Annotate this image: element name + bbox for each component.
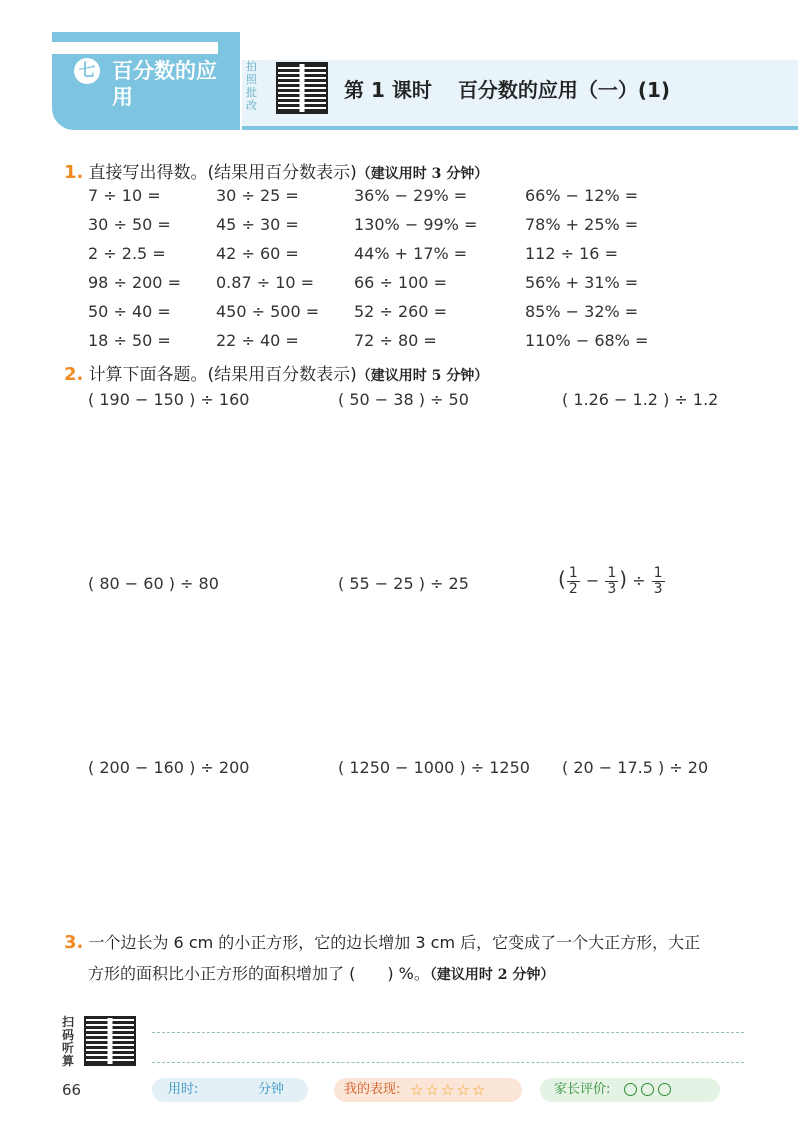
time-used-field[interactable]: [152, 1078, 308, 1102]
fraction: $\frac{1}{3}$: [607, 565, 617, 597]
photo-grade-label: 拍照批改: [246, 60, 257, 112]
time-label: 用时:: [168, 1082, 199, 1097]
oral-calc-item: 44% + 17% =: [354, 244, 468, 263]
expression-item: ( 1.26 − 1.2 ) ÷ 1.2: [562, 390, 719, 409]
oral-calc-item: 130% − 99% =: [354, 215, 478, 234]
time-hint: （建议用时 3 分钟）: [356, 166, 489, 182]
oral-calc-item: 66% − 12% =: [525, 186, 639, 205]
chapter-title: 百分数的应用: [112, 59, 217, 109]
expression-item: ( 190 − 150 ) ÷ 160: [88, 390, 250, 409]
question-3: [64, 930, 764, 984]
oral-calc-item: 22 ÷ 40 =: [216, 331, 299, 350]
oral-calc-item: 7 ÷ 10 =: [88, 186, 161, 205]
oral-calc-item: 450 ÷ 500 =: [216, 302, 320, 321]
oral-calc-item: 30 ÷ 50 =: [88, 215, 171, 234]
answer-line: [152, 1062, 744, 1063]
smiley-face-icon[interactable]: [624, 1083, 637, 1096]
header-underline: [242, 126, 798, 130]
expression-fraction: ( $\frac{1}{2}$ − $\frac{1}{3}$ ) ÷ $\frac{1}{3}$: [558, 565, 663, 597]
sad-face-icon[interactable]: [658, 1083, 671, 1096]
answer-line: [152, 1032, 744, 1033]
parent-review-field[interactable]: [540, 1078, 720, 1102]
oral-calc-item: 66 ÷ 100 =: [354, 273, 447, 292]
time-hint: （建议用时 5 分钟）: [356, 368, 489, 384]
oral-calc-item: 0.87 ÷ 10 =: [216, 273, 315, 292]
oral-calc-item: 45 ÷ 30 =: [216, 215, 299, 234]
oral-calc-item: 98 ÷ 200 =: [88, 273, 181, 292]
chapter-tab: [52, 32, 240, 130]
oral-calc-item: 72 ÷ 80 =: [354, 331, 437, 350]
lesson-title: [344, 74, 670, 103]
neutral-face-icon[interactable]: [641, 1083, 654, 1096]
question-number: 2.: [64, 364, 84, 385]
oral-calc-item: 52 ÷ 260 =: [354, 302, 447, 321]
oral-calc-item: 2 ÷ 2.5 =: [88, 244, 166, 263]
oral-calc-item: 112 ÷ 16 =: [525, 244, 618, 263]
oral-calc-item: 50 ÷ 40 =: [88, 302, 171, 321]
fraction: $\frac{1}{2}$: [568, 565, 578, 597]
oral-calc-item: 110% − 68% =: [525, 331, 649, 350]
oral-calc-item: 18 ÷ 50 =: [88, 331, 171, 350]
fraction: $\frac{1}{3}$: [653, 565, 663, 597]
time-hint: （建议用时 2 分钟）: [429, 967, 555, 983]
time-unit: 分钟: [258, 1082, 285, 1097]
parent-label: 家长评价:: [554, 1082, 611, 1097]
question-text: 计算下面各题。(结果用百分数表示): [88, 365, 357, 385]
qr-code-icon[interactable]: [276, 62, 328, 114]
oral-calc-item: 85% − 32% =: [525, 302, 639, 321]
lesson-topic: 百分数的应用（一）(1): [457, 78, 671, 102]
lesson-number: 第 1 课时: [344, 78, 432, 102]
question-number: 1.: [64, 162, 84, 183]
question-text: 直接写出得数。(结果用百分数表示): [88, 163, 357, 183]
expression-item: ( 50 − 38 ) ÷ 50: [338, 390, 469, 409]
chapter-number-badge: 七: [74, 58, 100, 84]
qr-code-icon[interactable]: [84, 1016, 136, 1066]
oral-calc-item: 30 ÷ 25 =: [216, 186, 299, 205]
expression-item: ( 55 − 25 ) ÷ 25: [338, 574, 469, 593]
question-line-2: 方形的面积比小正方形的面积增加了 ( ) %。: [88, 964, 430, 983]
question-line-1: 一个边长为 6 cm 的小正方形，它的边长增加 3 cm 后，它变成了一个大正方形，大正: [88, 933, 701, 952]
expression-item: ( 80 − 60 ) ÷ 80: [88, 574, 219, 593]
question-1-heading: [64, 158, 488, 183]
header-white-bar: [6, 42, 218, 54]
question-2-heading: [64, 360, 488, 385]
oral-calc-item: 56% + 31% =: [525, 273, 639, 292]
expression-item: ( 200 − 160 ) ÷ 200: [88, 758, 250, 777]
oral-calc-item: 36% − 29% =: [354, 186, 468, 205]
oral-calc-item: 78% + 25% =: [525, 215, 639, 234]
oral-calc-item: 42 ÷ 60 =: [216, 244, 299, 263]
star-rating-icon[interactable]: ☆☆☆☆☆: [410, 1081, 488, 1099]
performance-field[interactable]: [334, 1078, 522, 1102]
question-number: 3.: [64, 932, 84, 953]
scan-listen-label: 扫码听算: [62, 1015, 75, 1068]
expression-item: ( 1250 − 1000 ) ÷ 1250: [338, 758, 530, 777]
performance-label: 我的表现:: [344, 1082, 401, 1097]
page-number: 66: [62, 1081, 82, 1099]
expression-item: ( 20 − 17.5 ) ÷ 20: [562, 758, 709, 777]
